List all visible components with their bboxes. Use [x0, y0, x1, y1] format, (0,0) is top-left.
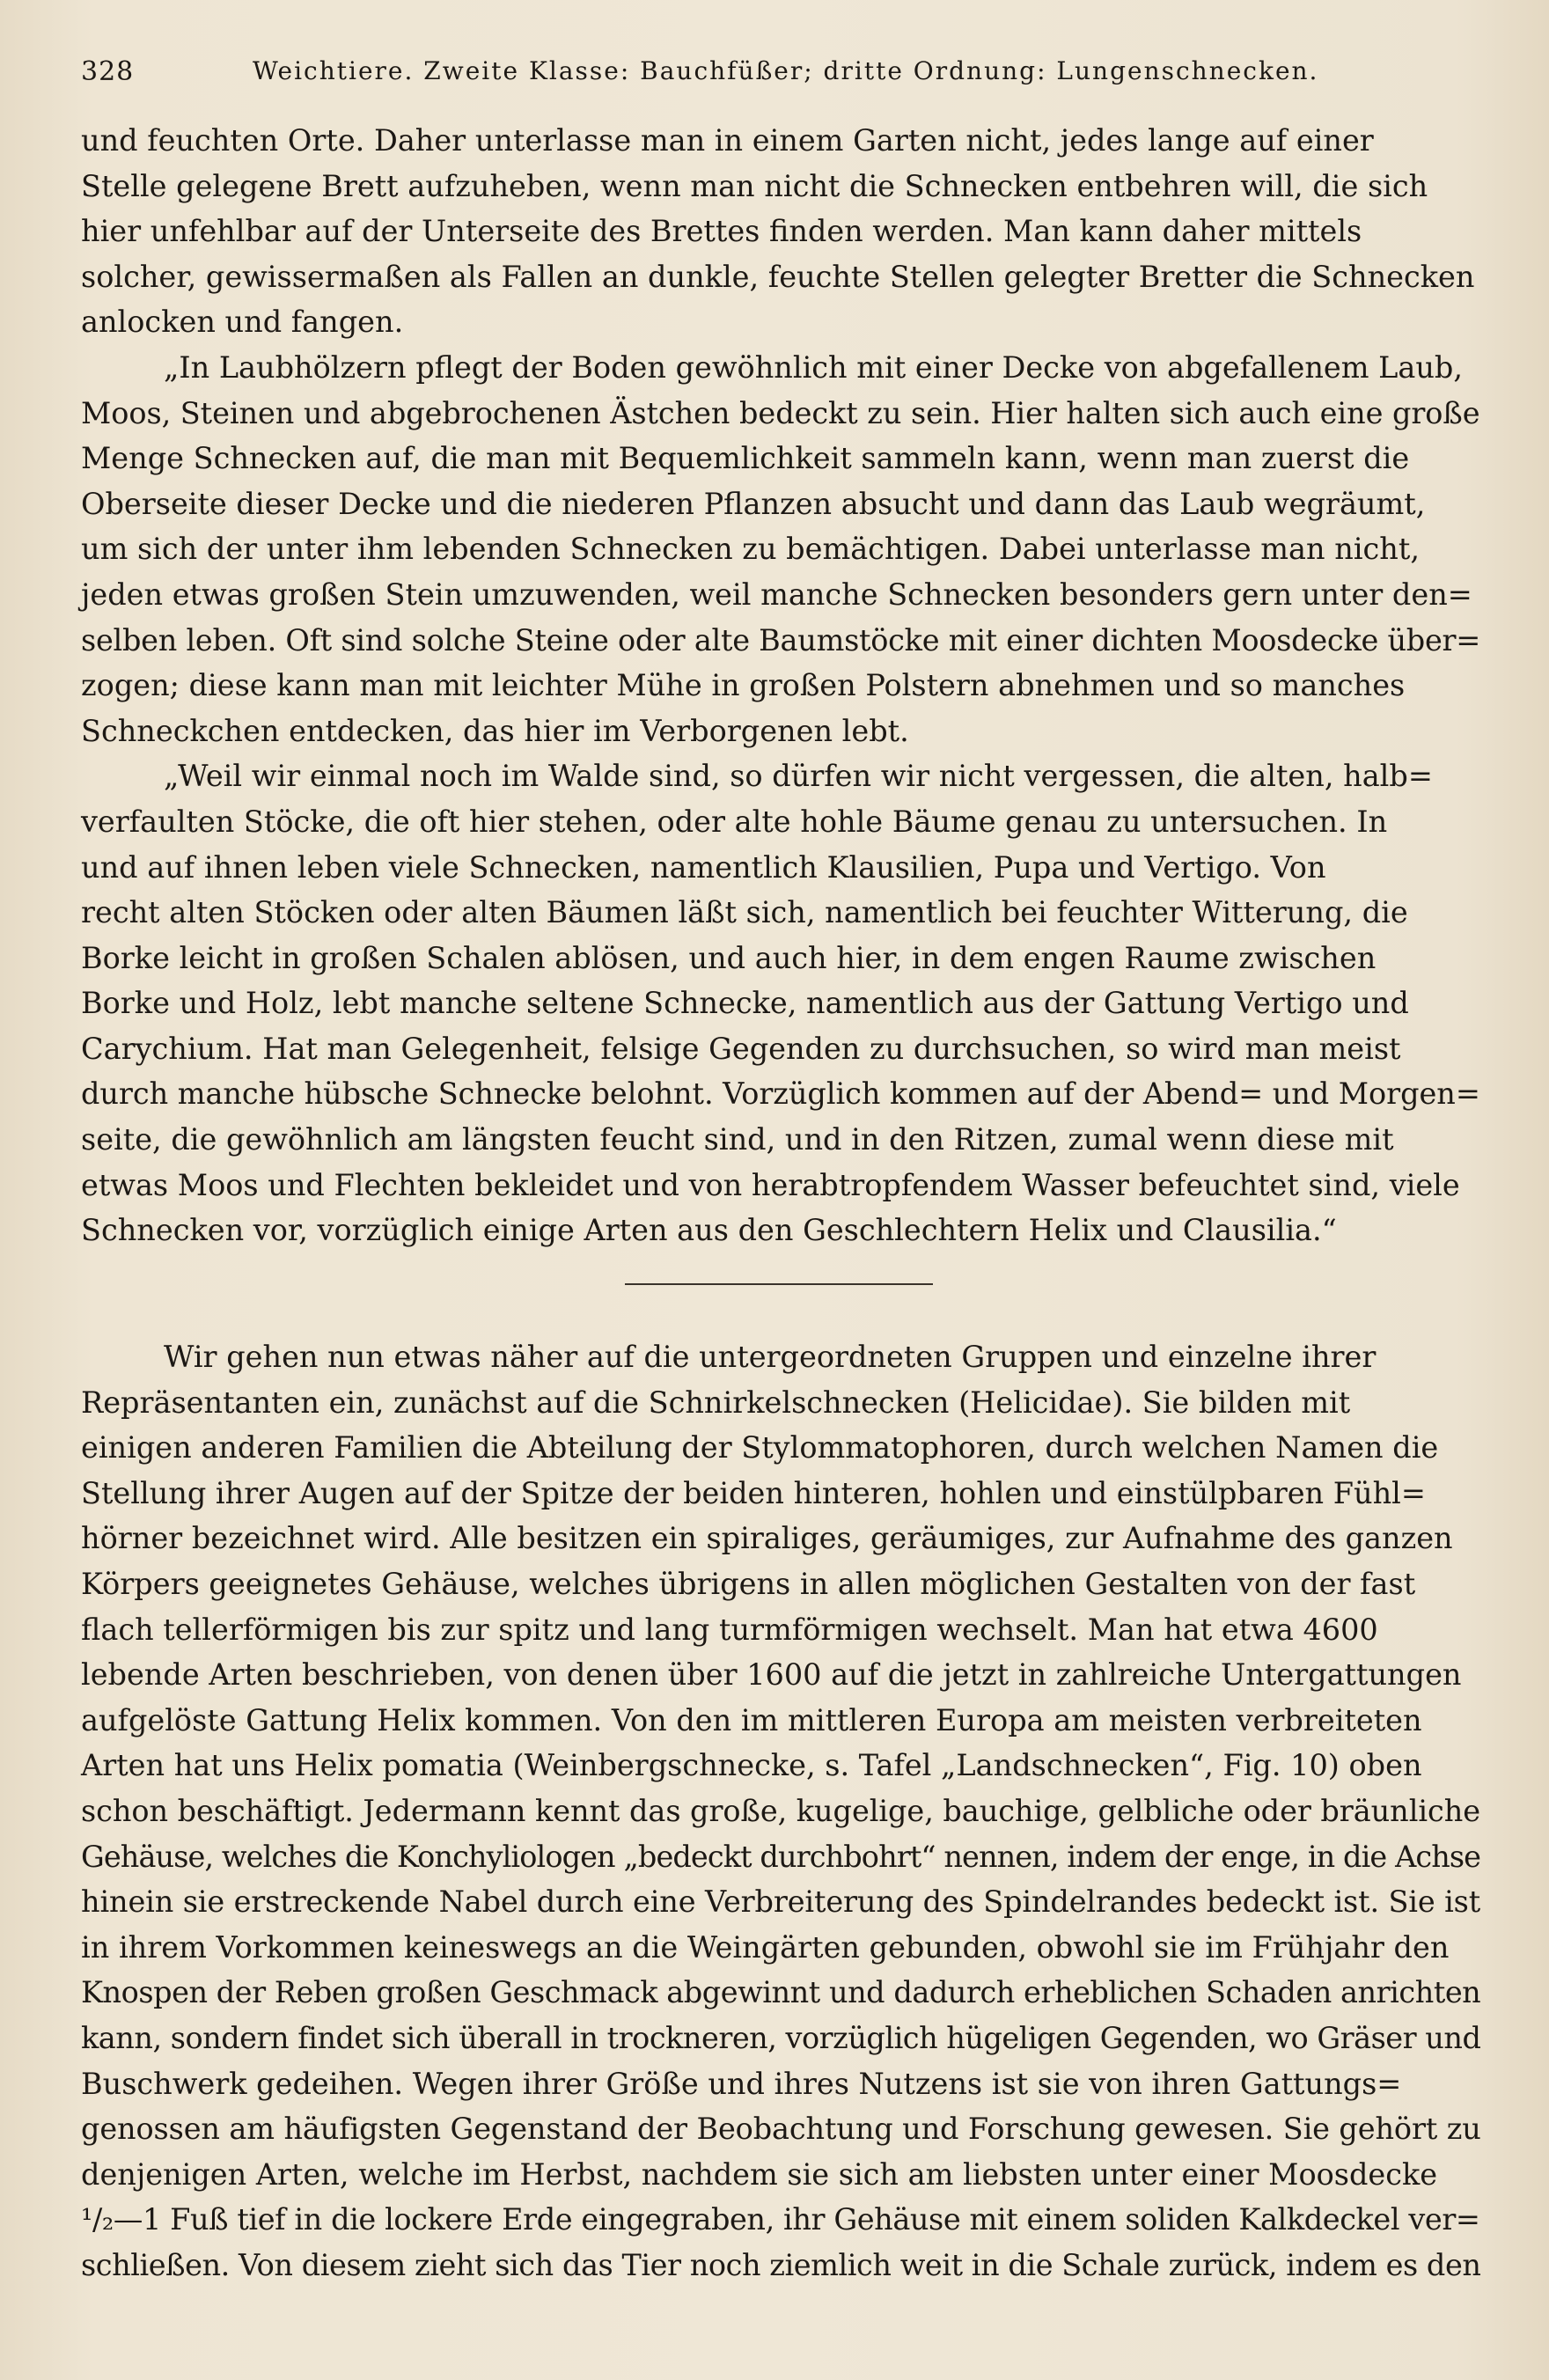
text-line: Schnecken vor, vorzüglich einige Arten aus den Geschlechtern Helix und Clausilia.“ [81, 1213, 1337, 1248]
text-line: selben leben. Oft sind solche Steine oder alte Baumstöcke mit einer dichten Moosdecke über= [81, 622, 1481, 657]
text-line: hier unfehlbar auf der Unterseite des Brettes finden werden. Man kann daher mittels [81, 214, 1362, 249]
text-line: flach tellerförmigen bis zur spitz und lang turmförmigen wechselt. Man hat etwa 4600 [81, 1612, 1378, 1647]
text-line: Borke und Holz, lebt manche seltene Schnecke, namentlich aus der Gattung Vertigo und [81, 986, 1409, 1021]
page-number: 328 [81, 56, 135, 87]
body-section-2 [81, 1334, 1480, 2288]
text-line: und feuchten Orte. Daher unterlasse man in einem Garten nicht, jedes lange auf einer [81, 123, 1374, 158]
text-line: kann, sondern findet sich überall in trockneren, vorzüglich hügeligen Gegenden, wo Gräser und [81, 2020, 1481, 2055]
text-line: Oberseite dieser Decke und die niederen Pflanzen absucht und dann das Laub wegräumt, [81, 486, 1426, 521]
section-divider [625, 1283, 933, 1285]
text-line: jeden etwas großen Stein umzuwenden, weil manche Schnecken besonders gern unter den= [81, 577, 1472, 612]
text-line: solcher, gewissermaßen als Fallen an dunkle, feuchte Stellen gelegter Bretter die Schnecken [81, 259, 1475, 294]
text-line: Stelle gelegene Brett aufzuheben, wenn man nicht die Schnecken entbehren will, die sich [81, 168, 1428, 203]
text-line: ¹/₂—1 Fuß tief in die lockere Erde eingegraben, ihr Gehäuse mit einem soliden Kalkdeckel ver= [81, 2202, 1480, 2237]
text-line: durch manche hübsche Schnecke belohnt. Vorzüglich kommen auf der Abend= und Morgen= [81, 1076, 1480, 1112]
text-line: und auf ihnen leben viele Schnecken, namentlich Klausilien, Pupa und Vertigo. Von [81, 849, 1326, 885]
text-line: Wir gehen nun etwas näher auf die untergeordneten Gruppen und einzelne ihrer [164, 1340, 1376, 1374]
text-line: etwas Moos und Flechten bekleidet und von herabtropfendem Wasser befeuchtet sind, viele [81, 1167, 1460, 1202]
text-line: schließen. Von diesem zieht sich das Tier noch ziemlich weit in die Schale zurück, indem es den [81, 2247, 1481, 2282]
text-line: Buschwerk gedeihen. Wegen ihrer Größe und ihres Nutzens ist sie von ihren Gattungs= [81, 2066, 1402, 2101]
text-line: schon beschäftigt. Jedermann kennt das große, kugelige, bauchige, gelbliche oder bräunliche [81, 1793, 1481, 1828]
text-line: genossen am häufigsten Gegenstand der Beobachtung und Forschung gewesen. Sie gehört zu [81, 2112, 1481, 2147]
text-line: zogen; diese kann man mit leichter Mühe in großen Polstern abnehmen und so manches [81, 668, 1406, 703]
page-header [81, 51, 1468, 95]
text-line: Carychium. Hat man Gelegenheit, felsige Gegenden zu durchsuchen, so wird man meist [81, 1031, 1401, 1066]
running-head: Weichtiere. Zweite Klasse: Bauchfüßer; dritte Ordnung: Lungenschnecken. [253, 56, 1319, 85]
text-line: recht alten Stöcken oder alten Bäumen läßt sich, namentlich bei feuchter Witterung, die [81, 895, 1408, 930]
text-line: anlocken und fangen. [81, 305, 404, 340]
text-line: verfaulten Stöcke, die oft hier stehen, oder alte hohle Bäume genau zu untersuchen. In [81, 804, 1388, 839]
text-line: in ihrem Vorkommen keineswegs an die Weingärten gebunden, obwohl sie im Frühjahr den [81, 1929, 1450, 1965]
text-line: lebende Arten beschrieben, von denen über 1600 auf die jetzt in zahlreiche Untergattungen [81, 1657, 1462, 1693]
body-section-1 [81, 118, 1480, 1253]
text-line: Schneckchen entdecken, das hier im Verborgenen lebt. [81, 713, 909, 748]
text-line: um sich der unter ihm lebenden Schnecken zu bemächtigen. Dabei unterlasse man nicht, [81, 532, 1420, 567]
text-line: denjenigen Arten, welche im Herbst, nachdem sie sich am liebsten unter einer Moosdecke [81, 2156, 1438, 2192]
text-line: „Weil wir einmal noch im Walde sind, so dürfen wir nicht vergessen, die alten, halb= [164, 759, 1433, 794]
text-line: „In Laubhölzern pflegt der Boden gewöhnlich mit einer Decke von abgefallenem Laub, [164, 349, 1464, 385]
text-line: Gehäuse, welches die Konchyliologen „bedeckt durchbohrt“ nennen, indem der enge, in die Achse [81, 1839, 1481, 1874]
text-line: Repräsentanten ein, zunächst auf die Schnirkelschnecken (Helicidae). Sie bilden mit [81, 1385, 1351, 1420]
text-line: Körpers geeignetes Gehäuse, welches übrigens in allen möglichen Gestalten von der fast [81, 1566, 1416, 1601]
text-line: Arten hat uns Helix pomatia (Weinbergschnecke, s. Tafel „Landschnecken“, Fig. 10) oben [81, 1748, 1422, 1783]
text-line: aufgelöste Gattung Helix kommen. Von den im mittleren Europa am meisten verbreiteten [81, 1702, 1422, 1737]
text-line: Moos, Steinen und abgebrochenen Ästchen bedeckt zu sein. Hier halten sich auch eine große [81, 395, 1480, 430]
text-line: Borke leicht in großen Schalen ablösen, und auch hier, in dem engen Raume zwischen [81, 940, 1376, 975]
text-line: hinein sie erstreckende Nabel durch eine Verbreiterung des Spindelrandes bedeckt ist. Sie ist [81, 1884, 1481, 1920]
text-line: Knospen der Reben großen Geschmack abgewinnt und dadurch erheblichen Schaden anrichten [81, 1975, 1481, 2010]
text-line: einigen anderen Familien die Abteilung der Stylommatophoren, durch welchen Namen die [81, 1430, 1439, 1465]
text-line: Stellung ihrer Augen auf der Spitze der beiden hinteren, hohlen und einstülpbaren Fühl= [81, 1475, 1426, 1510]
text-line: hörner bezeichnet wird. Alle besitzen ein spiraliges, geräumiges, zur Aufnahme des ganzen [81, 1521, 1453, 1556]
text-line: Menge Schnecken auf, die man mit Bequemlichkeit sammeln kann, wenn man zuerst die [81, 441, 1410, 476]
text-line: seite, die gewöhnlich am längsten feucht sind, und in den Ritzen, zumal wenn diese mit [81, 1122, 1394, 1157]
